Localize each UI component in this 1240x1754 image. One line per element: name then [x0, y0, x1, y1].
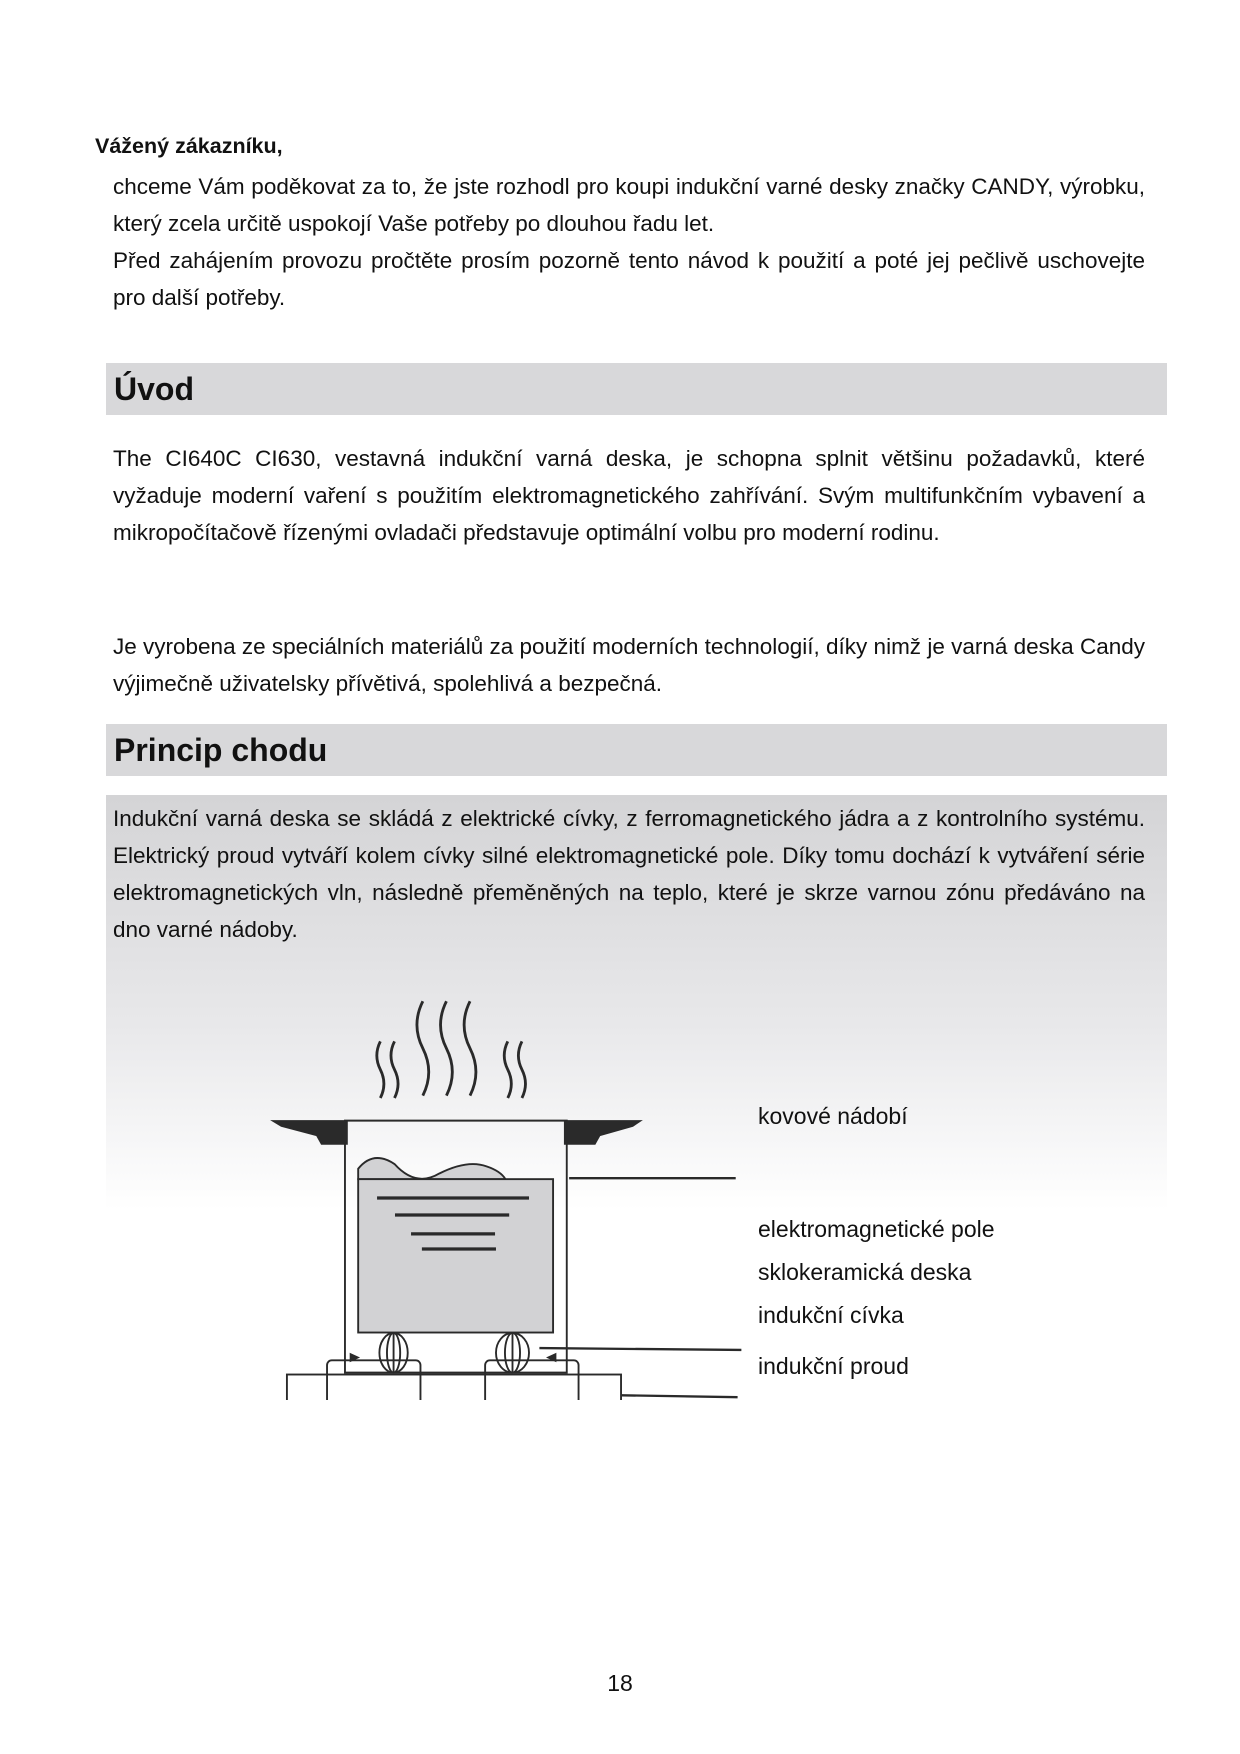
section-title: Princip chodu	[114, 732, 328, 768]
steam-icon	[377, 1001, 526, 1098]
liquid	[358, 1158, 505, 1179]
uvod-paragraph-2: Je vyrobena ze speciálních materiálů za použití moderních technologií, díky nimž je varná deska Candy výjimečně uživatelsky přívětivá, spolehlivá a bezpečná.	[113, 634, 1145, 696]
greeting: Vážený zákazníku,	[95, 134, 283, 158]
label-metal-cookware: kovové nádobí	[758, 1103, 908, 1129]
label-induction-coil: indukční cívka	[758, 1302, 904, 1328]
em-field-icon	[379, 1333, 529, 1373]
pan-lid-left	[272, 1121, 348, 1145]
label-glass-ceramic: sklokeramická deska	[758, 1259, 972, 1285]
section-title: Úvod	[114, 371, 194, 407]
page-number: 18	[607, 1670, 633, 1696]
label-em-field: elektromagnetické pole	[758, 1216, 995, 1242]
intro-paragraph-2: Před zahájením provozu pročtěte prosím pozorně tento návod k použití a poté jej pečlivě uschovejte pro další potřeby.	[113, 248, 1145, 310]
food-content	[358, 1179, 553, 1332]
princip-paragraph: Indukční varná deska se skládá z elektrické cívky, z ferromagnetického jádra a z kontrolního systému. Elektrický proud vytváří kolem cívky silné elektromagnetické pole. Díky tomu dochází k vytváření série elektromagnetických vln, následně přeměněných na teplo, které je skrze varnou zónu předáváno na dno varné nádoby.	[113, 806, 1145, 942]
glass-ceramic-plate	[287, 1375, 621, 1400]
pan-lid-right	[564, 1121, 641, 1145]
intro-paragraph-1: chceme Vám poděkovat za to, že jste rozhodl pro koupi indukční varné desky značky CANDY, výrobku, který zcela určitě uspokojí Vaše potřeby po dlouhou řadu let.	[113, 174, 1145, 236]
induction-diagram	[260, 980, 1000, 1400]
label-induction-current: indukční proud	[758, 1353, 909, 1379]
section-header-princip	[106, 724, 1167, 776]
uvod-paragraph-1: The CI640C CI630, vestavná indukční varná deska, je schopna splnit většinu požadavků, které vyžaduje moderní vaření s použitím elektromagnetického zahřívání. Svým multifunkčním vybavení a mikropočítačově řízenými ovladači představuje optimální volbu pro moderní rodinu.	[113, 446, 1145, 545]
section-header-uvod	[106, 363, 1167, 415]
